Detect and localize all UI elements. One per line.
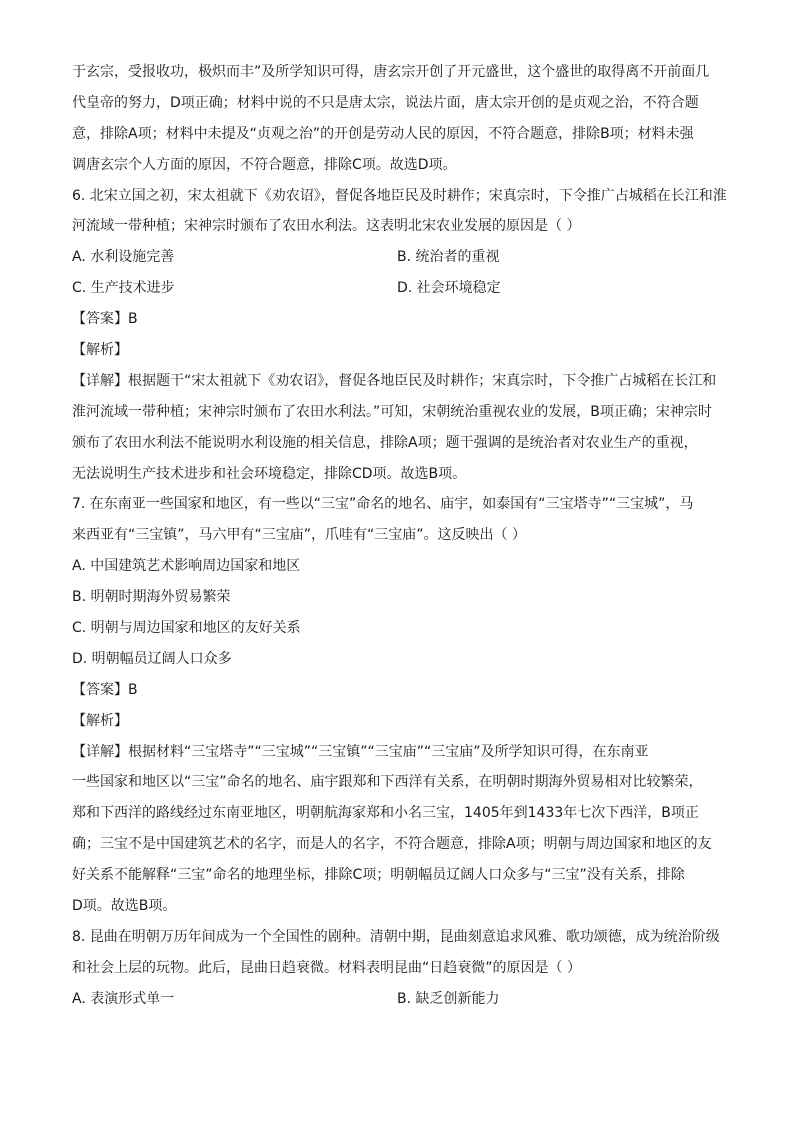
detail-line: 郑和下西洋的路线经过东南亚地区，明朝航海家郑和小名三宝，1405年到1433年七次下西洋，B项正 xyxy=(72,805,699,822)
answer-label: 【答案】B xyxy=(72,681,138,698)
option-row xyxy=(72,273,722,304)
question-stem-line: 6. 北宋立国之初，宋太祖就下《劝农诏》，督促各地臣民及时耕作；宋真宗时，下令推广占城稻在长江和淮 xyxy=(72,187,727,204)
option-a: A. 表演形式单一 xyxy=(72,990,175,1007)
option-row xyxy=(72,984,722,1015)
text-line: 代皇帝的努力，D项正确；材料中说的不只是唐太宗，说法片面，唐太宗开创的是贞观之治，不符合题 xyxy=(72,94,699,111)
question-7 xyxy=(72,489,722,921)
text-line: 于玄宗，受报收功，极炽而丰”及所学知识可得，唐玄宗开创了开元盛世，这个盛世的取得离不开前面几 xyxy=(72,64,710,80)
detail-line: 无法说明生产技术进步和社会环境稳定，排除CD项。故选B项。 xyxy=(72,465,467,482)
detail-line: 【详解】根据题干“宋太祖就下《劝农诏》，督促各地臣民及时耕作；宋真宗时，下令推广占城稻在长江和 xyxy=(72,372,717,389)
question-stem-line: 河流域一带种植；宋神宗时颁布了农田水利法。这表明北宋农业发展的原因是（ ） xyxy=(72,218,581,235)
document-page xyxy=(72,57,727,1015)
option-b: B. 缺乏创新能力 xyxy=(397,990,500,1007)
analysis-label: 【解析】 xyxy=(72,342,128,359)
option-c: C. 明朝与周边国家和地区的友好关系 xyxy=(72,620,301,637)
option-b: B. 明朝时期海外贸易繁荣 xyxy=(72,589,231,606)
option-c: C. 生产技术进步 xyxy=(72,280,175,297)
detail-line: 好关系不能解释“三宝”命名的地理坐标，排除C项；明朝幅员辽阔人口众多与“三宝”没有关系，排除 xyxy=(72,867,685,884)
text-line: 调唐玄宗个人方面的原因，不符合题意，排除C项。故选D项。 xyxy=(72,156,457,173)
analysis-label: 【解析】 xyxy=(72,712,128,729)
question-6 xyxy=(72,181,727,490)
question-stem-line: 来西亚有“三宝镇”，马六甲有“三宝庙”，爪哇有“三宝庙”。这反映出（ ） xyxy=(72,527,526,544)
detail-line: 淮河流域一带种植；宋神宗时颁布了农田水利法。”可知，宋朝统治重视农业的发展，B项正确；宋神宗时 xyxy=(72,403,712,420)
option-row xyxy=(72,242,722,273)
text-line: 意，排除A项；材料中未提及“贞观之治”的开创是劳动人民的原因，不符合题意，排除B项；材料未强 xyxy=(72,125,694,142)
question-8 xyxy=(72,922,722,1015)
detail-line: 【详解】根据材料“三宝塔寺”“三宝城”“三宝镇”“三宝庙”“三宝庙”及所学知识可得，在东南亚 xyxy=(72,743,649,760)
option-d: D. 社会环境稳定 xyxy=(397,280,501,297)
answer-label: 【答案】B xyxy=(72,311,138,328)
q5-analysis-continuation xyxy=(72,57,722,181)
detail-line: 确；三宝不是中国建筑艺术的名字，而是人的名字，不符合题意，排除A项；明朝与周边国家和地区的友 xyxy=(72,836,712,853)
option-a: A. 中国建筑艺术影响周边国家和地区 xyxy=(72,558,301,575)
option-b: B. 统治者的重视 xyxy=(397,249,500,266)
detail-line: 颁布了农田水利法不能说明水利设施的相关信息，排除A项；题干强调的是统治者对农业生产的重视， xyxy=(72,434,698,451)
option-d: D. 明朝幅员辽阔人口众多 xyxy=(72,650,232,667)
option-a: A. 水利设施完善 xyxy=(72,249,175,266)
detail-line: 一些国家和地区以“三宝”命名的地名、庙宇跟郑和下西洋有关系，在明朝时期海外贸易相对比较繁荣， xyxy=(72,774,703,791)
question-stem-line: 8. 昆曲在明朝万历年间成为一个全国性的剧种。清朝中期，昆曲刻意追求风雅、歌功颂德，成为统治阶级 xyxy=(72,928,720,945)
detail-line: D项。故选B项。 xyxy=(72,898,177,915)
question-stem-line: 和社会上层的玩物。此后，昆曲日趋衰微。材料表明昆曲“日趋衰微”的原因是（ ） xyxy=(72,959,581,976)
question-stem-line: 7. 在东南亚一些国家和地区，有一些以“三宝”命名的地名、庙宇，如泰国有“三宝塔寺”“三宝城”，马 xyxy=(72,496,694,513)
